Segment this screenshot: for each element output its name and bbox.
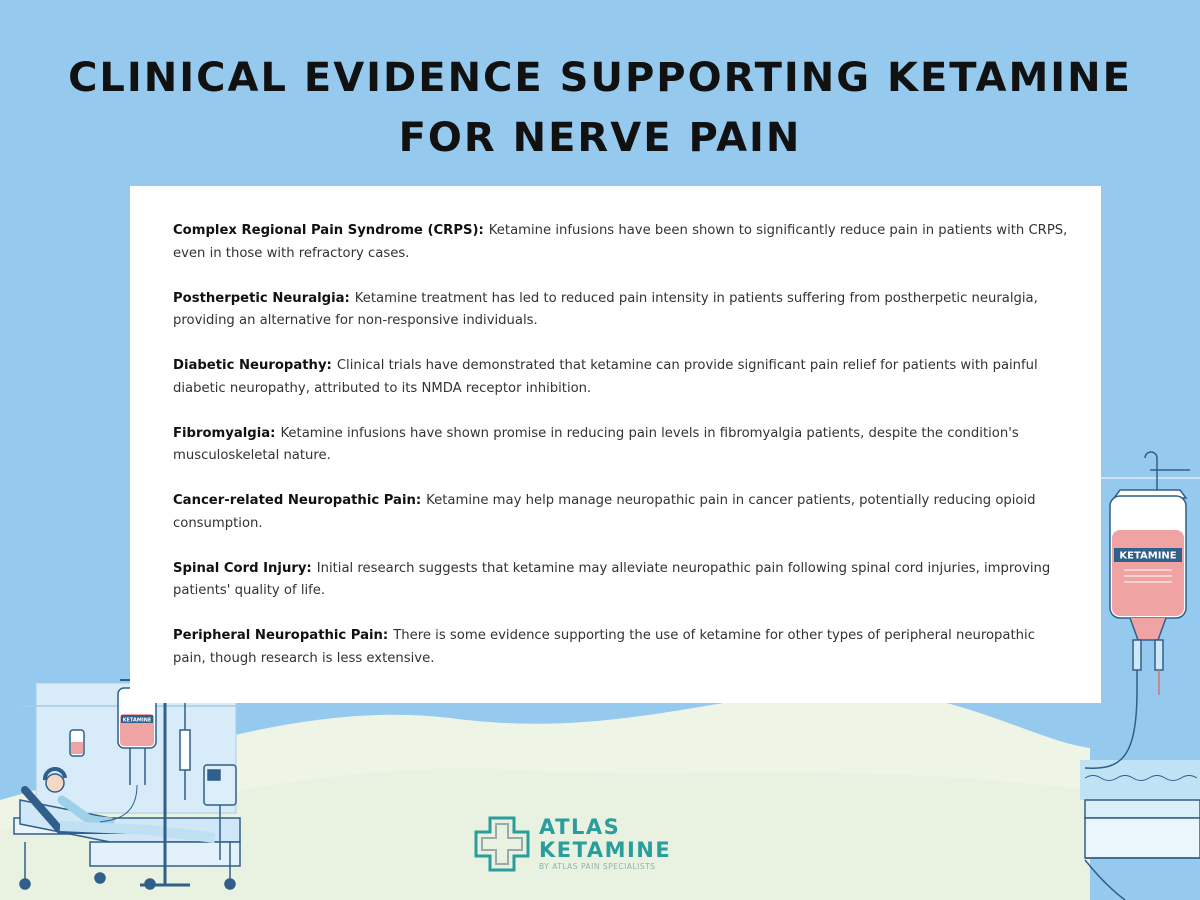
- evidence-term: Diabetic Neuropathy:: [173, 358, 332, 373]
- evidence-text: Ketamine infusions have been shown to significantly reduce pain in patients with CRPS, even in those with refractory cases.: [173, 223, 1068, 261]
- medical-cross-icon: [472, 814, 532, 874]
- evidence-term: Peripheral Neuropathic Pain:: [173, 628, 389, 643]
- evidence-term: Fibromyalgia:: [173, 425, 276, 441]
- page-title: CLINICAL EVIDENCE SUPPORTING KETAMINE FOR NERVE PAIN: [68, 55, 1132, 161]
- evidence-term: Cancer-related Neuropathic Pain:: [173, 493, 422, 508]
- logo-tagline: BY ATLAS PAIN SPECIALISTS: [539, 862, 656, 871]
- evidence-item-cancer: [173, 490, 1071, 535]
- evidence-card: [130, 186, 1101, 703]
- iv-bag-label-small: KETAMINE: [122, 717, 152, 724]
- evidence-item-spinal: [173, 558, 1071, 603]
- logo-text-atlas: ATLAS: [539, 815, 621, 839]
- logo-text-ketamine: KETAMINE: [539, 838, 672, 862]
- evidence-item-diabetic: [173, 355, 1071, 400]
- evidence-item-crps: [173, 220, 1071, 265]
- evidence-term: Complex Regional Pain Syndrome (CRPS):: [173, 223, 484, 238]
- iv-bag-label: KETAMINE: [1119, 550, 1177, 562]
- evidence-text: Initial research suggests that ketamine may alleviate neuropathic pain following spinal cord injuries, improving patients' quality of life.: [173, 560, 1051, 598]
- atlas-ketamine-logo: [472, 812, 702, 882]
- evidence-text: Ketamine infusions have shown promise in reducing pain levels in fibromyalgia patients, despite the condition's musculoskeletal nature.: [173, 425, 1019, 463]
- evidence-text: Ketamine treatment has led to reduced pain intensity in patients suffering from postherpetic neuralgia, providing an alternative for non-responsive individuals.: [173, 290, 1038, 328]
- evidence-text: Clinical trials have demonstrated that ketamine can provide significant pain relief for patients with painful diabetic neuropathy, attributed to its NMDA receptor inhibition.: [173, 358, 1038, 396]
- evidence-item-peripheral: [173, 625, 1071, 670]
- evidence-text: Ketamine may help manage neuropathic pain in cancer patients, potentially reducing opioid consumption.: [173, 493, 1036, 531]
- evidence-text: There is some evidence supporting the use of ketamine for other types of peripheral neuropathic pain, though research is less extensive.: [173, 628, 1035, 666]
- evidence-term: Postherpetic Neuralgia:: [173, 290, 350, 306]
- evidence-item-postherpetic: [173, 288, 1071, 333]
- evidence-item-fibromyalgia: [173, 423, 1071, 468]
- evidence-term: Spinal Cord Injury:: [173, 560, 312, 576]
